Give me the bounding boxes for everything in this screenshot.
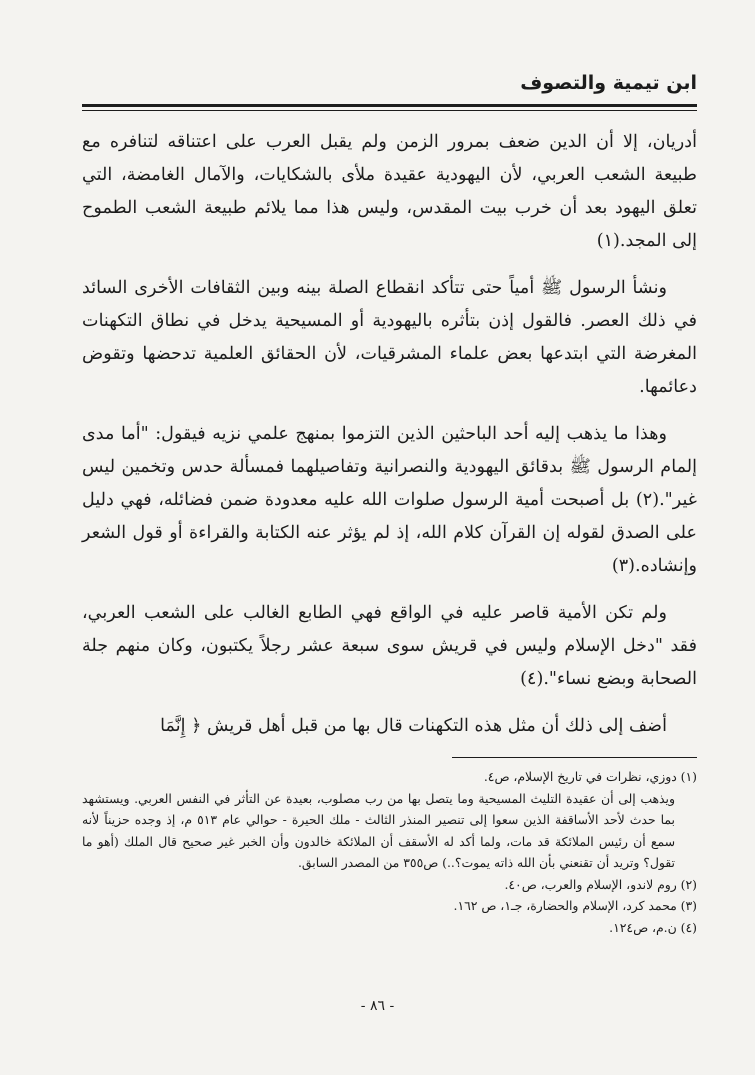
paragraph: ونشأ الرسول ﷺ أمياً حتى تتأكد انقطاع الصلة بينه وبين الثقافات الأخرى السائد في ذلك العصر. فالقول إذن بتأثره باليهودية أو المسيحية يدخل في نطاق التكهنات المغرضة التي ابتدعها بعض علماء المشرقيات، لأن الحقائق العلمية تدحضها وتقوض دعائمها. [82, 278, 697, 397]
footnote: (٣) محمد كرد، الإسلام والحضارة، جـ١، ص ١٦٢. [453, 898, 697, 913]
header-rule-thin [82, 110, 697, 111]
page-number: - ٨٦ - [360, 998, 395, 1014]
paragraph: أضف إلى ذلك أن مثل هذه التكهنات قال بها من قبل أهل قريش ﴿ إِنَّمَا [160, 716, 667, 736]
paragraph: ولم تكن الأمية قاصر عليه في الواقع فهي الطابع الغالب على الشعب العربي، فقد "دخل الإسلام وليس في قريش سوى سبعة عشر رجلاً يكتبون، وكان منهم جلة الصحابة وبضع نساء".(٤) [82, 603, 697, 689]
footnote: (٢) روم لاندو، الإسلام والعرب، ص٤٠. [504, 876, 697, 892]
paragraph: وهذا ما يذهب إليه أحد الباحثين الذين التزموا بمنهج علمي نزيه فيقول: "أما مدى إلمام الرسول ﷺ بدقائق اليهودية والنصرانية وتفاصيلهما فمسألة حدس وتخمين ليس غير".(٢) بل أصبحت أمية الرسول صلوات الله عليه معدودة ضمن فضائله، فهي دليل على الصدق لقوله إن القرآن كلام الله، إذ لم يؤثر عنه الكتابة والقراءة أو قول الشعر وإنشاده.(٣) [82, 424, 697, 576]
footnote: (٤) ن.م، ص١٢٤. [609, 919, 697, 935]
paragraph: أدريان، إلا أن الدين ضعف بمرور الزمن ولم يقبل العرب على اعتناقه لتنافره مع طبيعة الشعب العربي، لأن اليهودية عقيدة ملأى بالشكايات، والآمال الغامضة، التي تعلق اليهود بعد أن خرب بيت المقدس، وليس هذا مما يلائم طبيعة الشعب الطموح إلى المجد.(١) [82, 132, 697, 251]
header-rule [82, 104, 697, 107]
footnote: (١) دوزي، نظرات في تاريخ الإسلام، ص٤. [483, 769, 697, 784]
running-header: ابن تيمية والتصوف [520, 72, 697, 94]
footnote: ويذهب إلى أن عقيدة التليث المسيحية وما يتصل بها من رب مصلوب، بعيدة عن التأثر في النفس العربي. ويستشهد بما حدث لأحد الأساقفة الذين سعوا إلى تنصير المنذر الثالث - ملك الحيرة - حوالي عام ٥١٣ م، إذ وجده حزيناً لأنه سمع أن رئيس الملائكة قد مات، ولما أكد له الأسقف أن الملائكة خالدون وأن الخبر غير صحيح قال الملك (أهو ما تقول؟ وتريد أن تقنعني بأن الله ذاته يموت؟..) ص٣٥٥ من المصدر السابق. [82, 790, 675, 870]
main-text [82, 126, 697, 757]
footnote-separator [452, 757, 697, 758]
footnotes [82, 766, 697, 938]
